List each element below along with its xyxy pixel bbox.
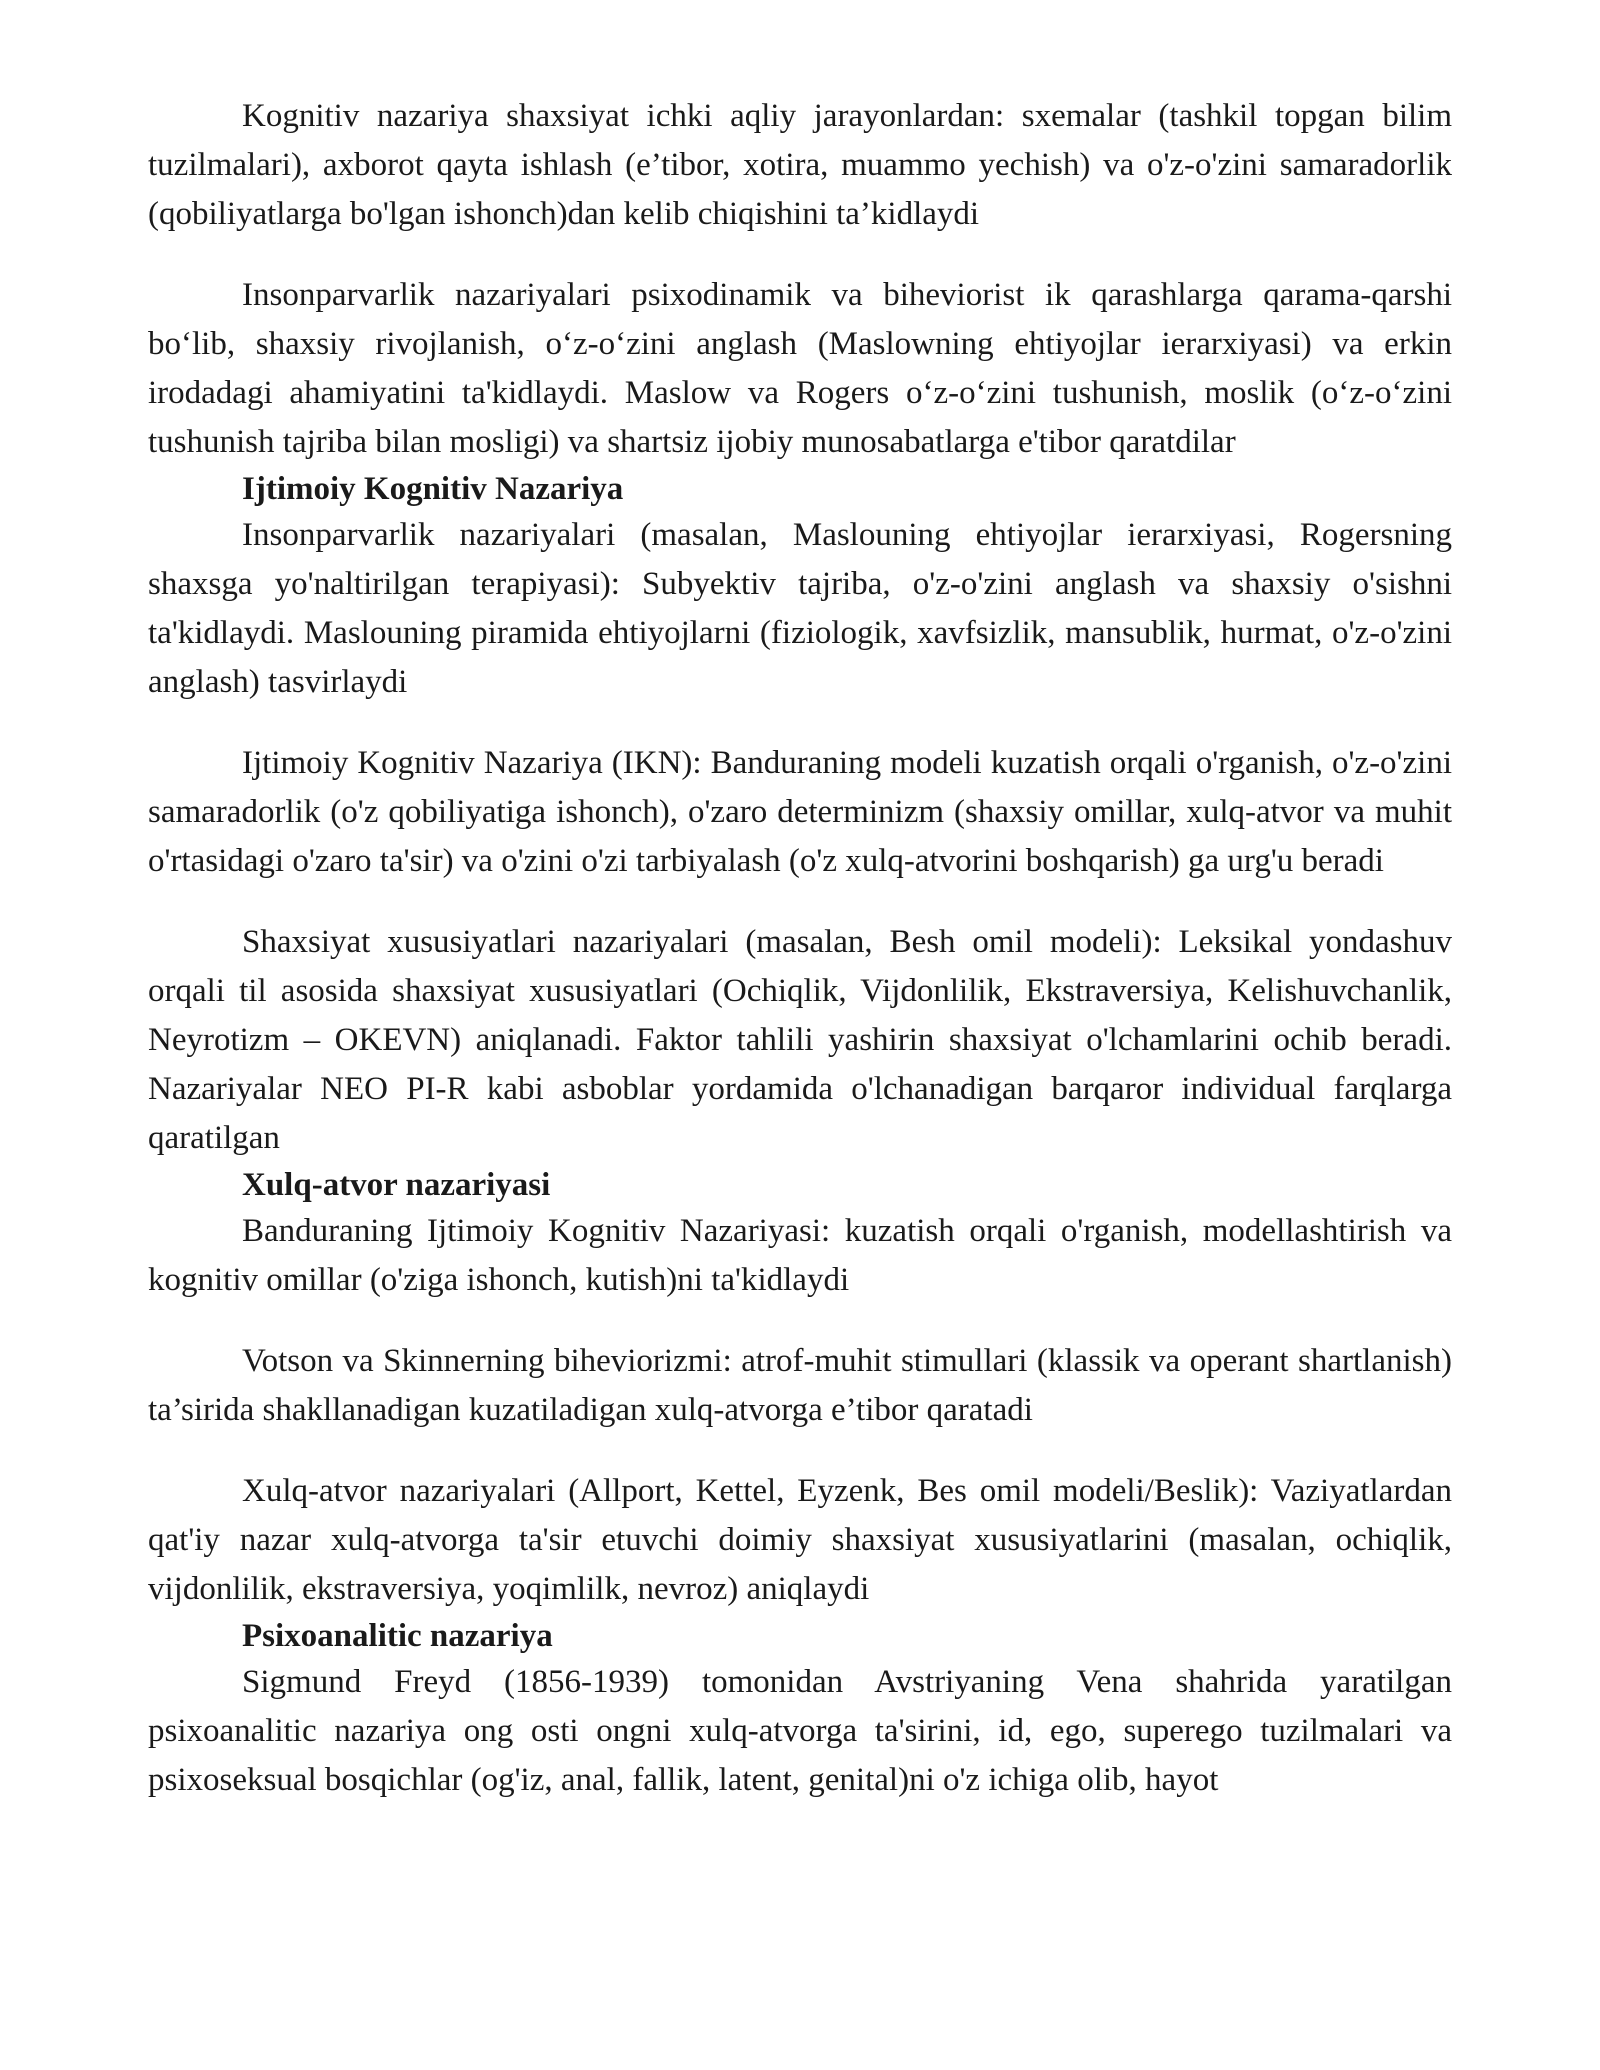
paragraph-behaviorism: Votson va Skinnerning biheviorizmi: atrof-muhit stimullari (klassik va operant shartlanish) ta’sirida shakllanadigan kuzatiladigan xulq-atvorga e’tibor qaratadi bbox=[148, 1343, 1452, 1428]
document-page bbox=[148, 92, 1452, 1805]
paragraph-trait-theories: Shaxsiyat xususiyatlari nazariyalari (masalan, Besh omil modeli): Leksikal yondashuv orqali til asosida shaxsiyat xususiyatlari (Ochiqlik, Vijdonlilik, Ekstraversiya, Kelishuvchanlik, Neyrotizm – OKEVN) aniqlanadi. Faktor tahlili yashirin shaxsiyat o'lchamlarini ochib beradi. Nazariyalar NEO PI-R kabi asboblar yordamida o'lchanadigan barqaror individual farqlarga qaratilgan bbox=[148, 924, 1452, 1156]
paragraph-bandura: Banduraning Ijtimoiy Kognitiv Nazariyasi: kuzatish orqali o'rganish, modellashtirish va kognitiv omillar (o'ziga ishonch, kutish)ni ta'kidlaydi bbox=[148, 1213, 1452, 1298]
paragraph-humanistic-theories: Insonparvarlik nazariyalari psixodinamik va biheviorist ik qarashlarga qarama-qarshi bo‘lib, shaxsiy rivojlanish, o‘z-o‘zini anglash (Maslowning ehtiyojlar ierarxiyasi) va erkin irodadagi ahamiyatini ta'kidlaydi. Maslow va Rogers o‘z-o‘zini tushunish, moslik (o‘z-o‘zini tushunish tajriba bilan mosligi) va shartsiz ijobiy munosabatlarga e'tibor qaratdilar bbox=[148, 277, 1452, 460]
heading-social-cognitive-theory: Ijtimoiy Kognitiv Nazariya bbox=[242, 471, 624, 507]
heading-behavior-theory: Xulq-atvor nazariyasi bbox=[242, 1167, 551, 1203]
heading-psychoanalytic-theory: Psixoanalitic nazariya bbox=[242, 1618, 553, 1654]
paragraph-freud: Sigmund Freyd (1856-1939) tomonidan Avstriyaning Vena shahrida yaratilgan psixoanalitic nazariya ong osti ongni xulq-atvorga ta'sirini, id, ego, superego tuzilmalari va psixoseksual bosqichlar (og'iz, anal, fallik, latent, genital)ni o'z ichiga olib, hayot bbox=[148, 1664, 1452, 1798]
paragraph-cognitive-theory: Kognitiv nazariya shaxsiyat ichki aqliy jarayonlardan: sxemalar (tashkil topgan bilim tuzilmalari), axborot qayta ishlash (e’tibor, xotira, muammo yechish) va o'z-o'zini samaradorlik (qobiliyatlarga bo'lgan ishonch)dan kelib chiqishini ta’kidlaydi bbox=[148, 98, 1452, 232]
paragraph-humanistic-examples: Insonparvarlik nazariyalari (masalan, Maslouning ehtiyojlar ierarxiyasi, Rogersning shaxsga yo'naltirilgan terapiyasi): Subyektiv tajriba, o'z-o'zini anglash va shaxsiy o'sishni ta'kidlaydi. Maslouning piramida ehtiyojlarni (fiziologik, xavfsizlik, mansublik, hurmat, o'z-o'zini anglash) tasvirlaydi bbox=[148, 517, 1452, 700]
paragraph-social-cognitive-ikn: Ijtimoiy Kognitiv Nazariya (IKN): Banduraning modeli kuzatish orqali o'rganish, o'z-o'zini samaradorlik (o'z qobiliyatiga ishonch), o'zaro determinizm (shaxsiy omillar, xulq-atvor va muhit o'rtasidagi o'zaro ta'sir) va o'zini o'zi tarbiyalash (o'z xulq-atvorini boshqarish) ga urg'u beradi bbox=[148, 745, 1452, 879]
paragraph-behavior-traits: Xulq-atvor nazariyalari (Allport, Kettel, Eyzenk, Bes omil modeli/Beslik): Vaziyatlardan qat'iy nazar xulq-atvorga ta'sir etuvchi doimiy shaxsiyat xususiyatlarini (masalan, ochiqlik, vijdonlilik, ekstraversiya, yoqimlilk, nevroz) aniqlaydi bbox=[148, 1473, 1452, 1607]
